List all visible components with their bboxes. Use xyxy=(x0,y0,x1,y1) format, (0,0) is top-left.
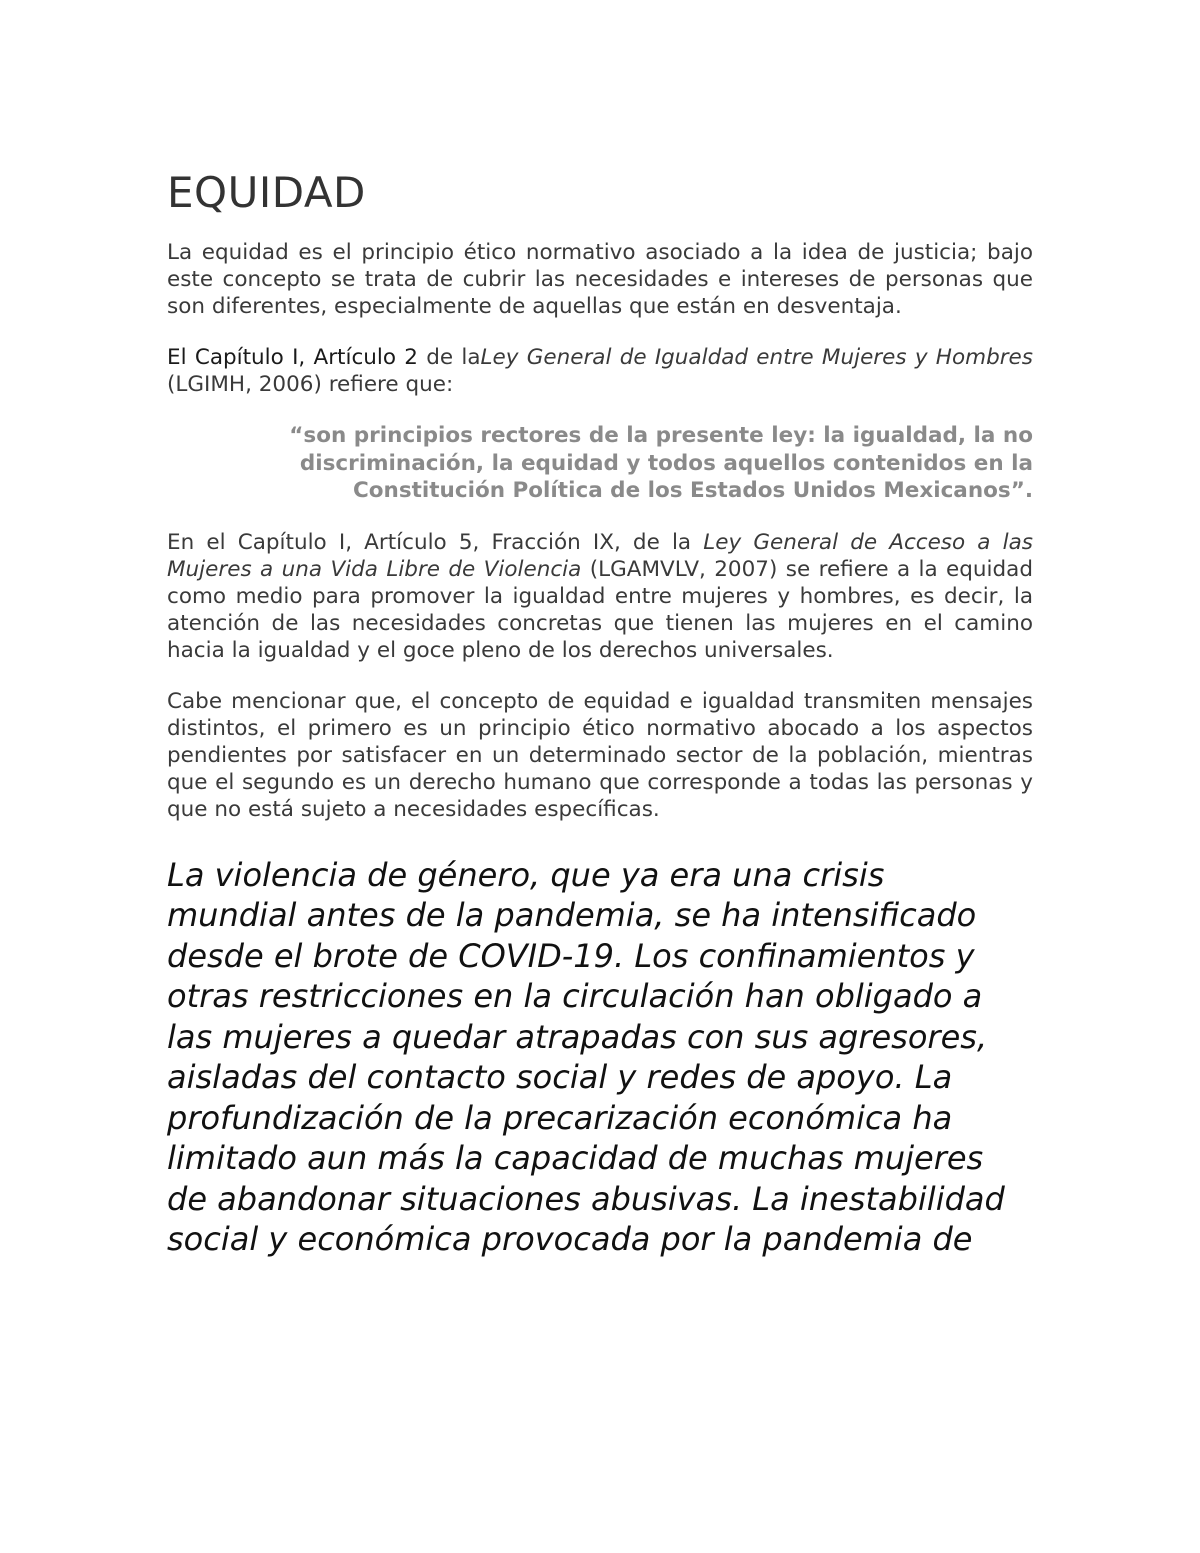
block-quote: “son principios rectores de la presente ley: la igualdad, la no discriminación, la equidad y todos aquellos contenidos en la Constitución Política de los Estados Unidos Mexicanos”. xyxy=(289,423,1033,503)
italic-line: social y económica provocada por la pandemia de xyxy=(167,1220,973,1258)
document-title: EQUIDAD xyxy=(167,168,366,217)
p2-text-c: de la xyxy=(417,345,481,370)
p2-article: Artículo 2 xyxy=(313,345,418,370)
p3-text-b: (LGAMVLV, 2007) se refiere a la equidad como medio para promover la igualdad entre mujeres y hombres, es decir, la atención de las necesidades concretas que tienen las mujeres en el camino hacia la igualdad y el goce pleno de los derechos universales. xyxy=(167,556,1033,663)
italic-line: profundización de la precarización económica ha xyxy=(167,1098,953,1137)
italic-line: La violencia de género, que ya era una crisis xyxy=(167,855,885,894)
italic-large-paragraph xyxy=(167,855,1027,1260)
italic-line: limitado aun más la capacidad de muchas mujeres xyxy=(167,1139,984,1177)
p2-text-a: El Capítulo I, xyxy=(167,345,314,370)
italic-line: otras restricciones en la circulación han obligado a xyxy=(167,977,983,1015)
document-page xyxy=(167,168,1033,1260)
paragraph-comparison: Cabe mencionar que, el concepto de equidad e igualdad transmiten mensajes distintos, el primero es un principio ético normativo abocado a los aspectos pendientes por satisfacer en un determinado sector de la población, mientras que el segundo es un derecho humano que corresponde a todas las personas y que no está sujeto a necesidades específicas. xyxy=(167,688,1033,822)
italic-line: mundial antes de la pandemia, se ha intensificado xyxy=(167,896,977,934)
paragraph-definition: La equidad es el principio ético normativo asociado a la idea de justicia; bajo este concepto se trata de cubrir las necesidades e intereses de personas que son diferentes, especialmente de aquellas que están en desventaja. xyxy=(167,240,1033,319)
italic-line: aisladas del contacto social y redes de apoyo. La xyxy=(167,1058,953,1096)
paragraph-lgimh xyxy=(167,344,1033,398)
italic-line: desde el brote de COVID-19. Los confinamientos y xyxy=(167,936,975,975)
law-title-lgimh: Ley General de Igualdad entre Mujeres y Hombres xyxy=(480,345,1033,370)
italic-line: las mujeres a quedar atrapadas con sus agresores, xyxy=(167,1017,988,1056)
p3-text-a: En el Capítulo I, Artículo 5, Fracción IX, de la xyxy=(167,529,704,555)
law-title-lgamvlv: Ley General de Acceso a las Mujeres a una Vida Libre de Violencia xyxy=(167,529,1033,582)
italic-line: de abandonar situaciones abusivas. La inestabilidad xyxy=(167,1179,1005,1218)
p2-text-d: (LGIMH, 2006) refiere que: xyxy=(167,372,454,397)
paragraph-lgamvlv xyxy=(167,529,1033,664)
